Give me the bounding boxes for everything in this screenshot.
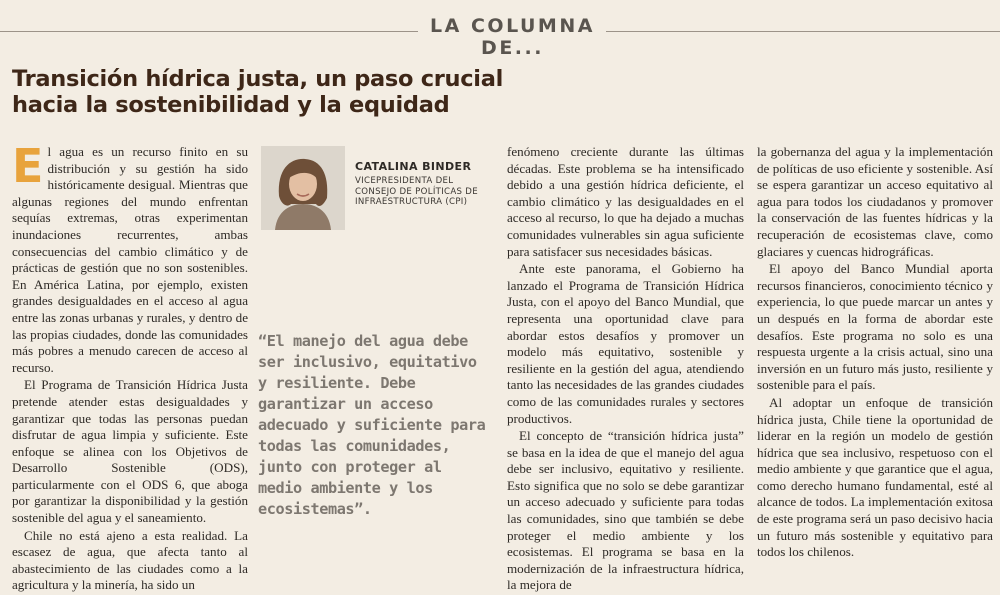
section-title: LA COLUMNA DE... [430,15,595,59]
portrait-icon [261,146,345,230]
author-portrait [261,146,345,230]
article-headline: Transición hídrica justa, un paso crucial hacia la sostenibilidad y la equidad [12,66,504,118]
body-paragraph: Al adoptar un enfoque de transición hídrica justa, Chile tiene la oportunidad de liderar en la región un modelo de gestión hídrica que sea inclusivo, respetuoso con el medio ambiente y que garantice que el agua, como derecho humano fundamental, esté al alcance de todos. La implementación exitosa de este programa será un paso decisivo hacia un futuro más sostenible y equitativo para todos los chilenos. [757,394,993,560]
body-paragraph [12,139,248,376]
pull-quote: “El manejo del agua debe ser inclusivo, equitativo y resiliente. Debe garantizar un acceso adecuado y suficiente para todas las comunidades, junto con proteger al medio ambiente y los ecosistemas”. [258,332,486,518]
paragraph-text: l agua es un recurso finito en su distribución y su gestión ha sido históricamente desigual. Mientras que algunas regiones del mundo enfrentan sequías extremas, otras experimentan inundaciones recurrentes, ambas consecuencias del cambio climático y de prácticas de gestión que no son sostenibles. En América Latina, por ejemplo, existen grandes desigualdades en el acceso al agua entre las zonas urbanas y rurales, y dentro de las propias ciudades, donde las comunidades más pobres a menudo carecen de acceso al recurso. [12,144,248,375]
body-paragraph: fenómeno creciente durante las últimas décadas. Este problema se ha intensificado debido a una gestión hídrica deficiente, el cambio climático y las desigualdades en el acceso al recurso, lo que ha dejado a muchas comunidades vulnerables sin agua suficiente para satisfacer sus necesidades básicas. [507,144,744,259]
body-paragraph: Chile no está ajeno a esta realidad. La escasez de agua, que afecta tanto al abastecimiento de las ciudades como a la agricultura y la minería, ha sido un [12,527,248,593]
body-column-3 [507,144,744,595]
body-column-1 [12,139,248,595]
body-paragraph: la gobernanza del agua y la implementación de políticas de uso eficiente y sostenible. Así se espera garantizar un acceso equitativo al agua para todos los ciudadanos y promover la conservación de las fuentes hídricas y la recuperación de ecosistemas clave, como glaciares y cuencas hidrográficas. [757,144,993,259]
drop-cap: E [12,139,44,193]
header-rule-left [0,31,418,32]
section-header [0,10,1000,59]
body-paragraph: El concepto de “transición hídrica justa” se basa en la idea de que el manejo del agua debe ser inclusivo, equitativo y resiliente. Esto significa que no solo se debe garantizar un acceso adecuado y suficiente para todas las comunidades, sino que también se debe proteger el medio ambiente y los ecosistemas. El programa se basa en la modernización de la infraestructura hídrica, la mejora de [507,428,744,593]
author-name: CATALINA BINDER [355,160,472,173]
body-paragraph: El Programa de Transición Hídrica Justa pretende atender estas desigualdades y garantizar que todas las personas puedan disfrutar de agua limpia y suficiente. Este enfoque se alinea con los Objetivos de Desarrollo Sostenible (ODS), particularmente con el ODS 6, que aboga por garantizar la disponibilidad y la gestión sostenible del agua y el saneamiento. [12,377,248,526]
body-paragraph: El apoyo del Banco Mundial aporta recursos financieros, conocimiento técnico y experiencia, lo que puede marcar un antes y un después en la forma de abordar este desafíos. Este programa no solo es una respuesta urgente a la crisis actual, sino una inversión en un futuro más justo, resiliente y sostenible para el país. [757,261,993,393]
header-rule-right [606,31,1000,32]
body-column-4 [757,144,993,562]
author-role: VICEPRESIDENTA DEL CONSEJO DE POLÍTICAS DE INFRAESTRUCTURA (CPI) [355,176,478,208]
body-paragraph: Ante este panorama, el Gobierno ha lanzado el Programa de Transición Hídrica Justa, con el apoyo del Banco Mundial, que representa una oportunidad clave para abordar estos desafíos y promover un modelo más equitativo, sostenible y resiliente en la gestión del agua, atendiendo tanto las necesidades de las grandes ciudades como de las comunidades rurales y sectores productivos. [507,261,744,426]
